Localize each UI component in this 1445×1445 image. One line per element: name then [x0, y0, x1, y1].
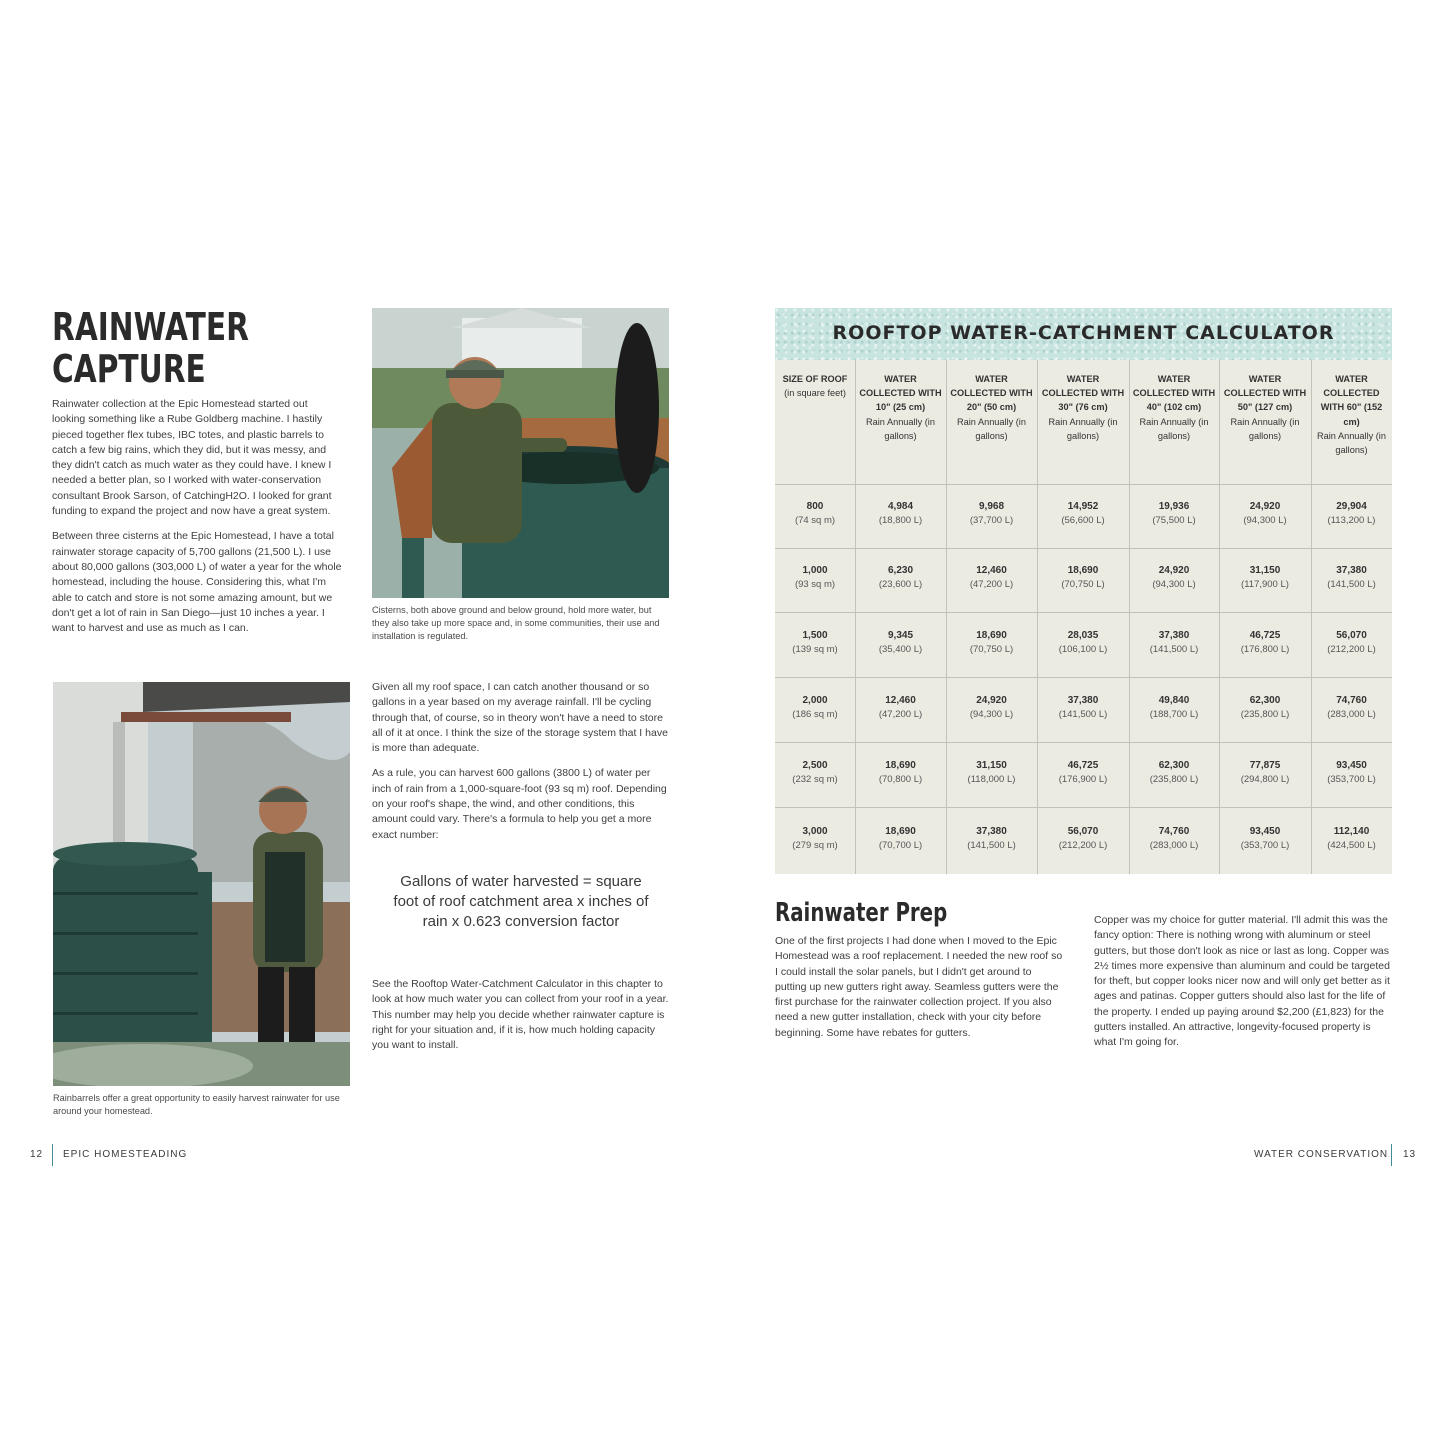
cell-value: 6,230 [887, 565, 914, 576]
cell-value: 56,070 [1336, 629, 1367, 641]
cell-metric-value: (141,500 L) [1327, 579, 1376, 590]
cell-metric-value: (176,800 L) [1240, 643, 1290, 655]
table-cell [1131, 759, 1217, 787]
column-header [1132, 372, 1216, 443]
row-divider [775, 677, 1392, 678]
table-cell [1131, 500, 1217, 528]
table-cell [1131, 564, 1217, 592]
section-title: Rainwater Prep [775, 898, 948, 928]
table-cell [948, 759, 1035, 787]
cell-value: 31,150 [1249, 565, 1281, 576]
cell-metric-value: (117,900 L) [1241, 579, 1289, 590]
cell-value: 112,140 [1333, 825, 1370, 837]
photo-caption: Rainbarrels offer a great opportunity to easily harvest rainwater for use around your homestead. [53, 1093, 340, 1116]
page-number: 13 [1403, 1149, 1417, 1160]
rainbarrel-photo [53, 682, 350, 1086]
cell-metric-value: (70,750 L) [969, 643, 1014, 655]
table-cell [1313, 825, 1390, 853]
column-divider [1219, 360, 1220, 874]
rooftop-calculator-table [775, 308, 1392, 874]
table-cell [1313, 564, 1390, 592]
table-cell [948, 564, 1035, 592]
cistern-photo-illustration [372, 308, 669, 598]
column-header-title: WATER COLLECTED WITH 50" (127 cm) [1223, 374, 1307, 413]
column-header [1314, 372, 1389, 457]
cell-value: 12,460 [885, 694, 916, 706]
column-header-subtitle: Rain Annually (in gallons) [1048, 416, 1118, 441]
footer-divider [1391, 1144, 1392, 1166]
row-divider [775, 807, 1392, 808]
cell-value: 31,150 [976, 759, 1007, 771]
cell-value: 2,500 [802, 759, 828, 771]
table-cell [777, 564, 853, 592]
calculator-title: ROOFTOP WATER-CATCHMENT CALCULATOR [832, 322, 1335, 344]
column-divider [1037, 360, 1038, 874]
cell-metric-value: (23,600 L) [878, 579, 923, 590]
cell-value: 37,380 [976, 825, 1007, 837]
table-cell [1313, 759, 1390, 787]
table-cell [1221, 500, 1309, 528]
cell-value: 46,725 [1249, 629, 1281, 641]
cell-metric-value: (35,400 L) [878, 643, 923, 655]
cell-value: 1,500 [802, 629, 828, 641]
intro-paragraph: Rainwater collection at the Epic Homestead started out looking something like a Rube Goldberg machine. I hastily pieced together flex tubes, IBC totes, and plastic barrels to catch a few big rains, which they did, but it was messy, and they didn't catch as much water as they could have. I knew I needed a better plan, so I worked with water-conservation consultant Brook Sarson, of CatchingH2O. I looked for grant funding to expand the project and now have a great system. [52, 398, 332, 518]
table-cell [1039, 825, 1127, 853]
row-divider [775, 612, 1392, 613]
column-header [1040, 372, 1126, 443]
column-header [858, 372, 943, 443]
cell-metric-value: (37,700 L) [969, 515, 1014, 526]
column-header-title: WATER COLLECTED WITH 20" (50 cm) [950, 374, 1033, 413]
column-header [1222, 372, 1308, 443]
cell-metric-value: (118,000 L) [967, 773, 1016, 785]
cell-metric-value: (106,100 L) [1058, 643, 1108, 655]
cell-metric-value: (70,700 L) [878, 839, 923, 851]
table-cell [777, 694, 853, 722]
cell-metric-value: (188,700 L) [1149, 708, 1199, 720]
column-header-subtitle: Rain Annually (in gallons) [866, 416, 935, 441]
table-cell [857, 500, 944, 528]
table-cell [948, 500, 1035, 528]
table-cell [777, 759, 853, 787]
column-divider [946, 360, 947, 874]
cell-value: 18,690 [885, 759, 916, 771]
cell-metric-value: (283,000 L) [1149, 839, 1199, 851]
cell-value: 9,345 [887, 629, 914, 641]
cell-value: 9,968 [978, 501, 1005, 512]
cell-metric-value: (141,500 L) [967, 839, 1016, 851]
body-paragraph: As a rule, you can harvest 600 gallons (3800 L) of water per inch of rain from a 1,000-square-foot (93 sq m) roof. Depending on your roof's shape, the wind, and other conditions, this amount could vary. There's a formula to help you get a more exact number: [372, 767, 667, 841]
cell-metric-value: (294,800 L) [1240, 773, 1290, 785]
cell-metric-value: (75,500 L) [1152, 515, 1196, 526]
cell-metric-value: (47,200 L) [878, 708, 923, 720]
cell-value: 37,380 [1067, 694, 1099, 706]
running-head: EPIC HOMESTEADING [63, 1149, 188, 1160]
prep-paragraph: One of the first projects I had done when I moved to the Epic Homestead was a roof replacement. I needed the new roof so I could install the solar panels, but I didn't get around to putting up new gutters right away. Seamless gutters were the first purchase for the rainwater collection project. If you also need a new gutter installation, check with your city before beginning. Some have rebates for gutters. [775, 935, 1063, 1039]
cell-value: 24,920 [976, 694, 1007, 706]
cell-value: 62,300 [1158, 759, 1190, 771]
table-cell [857, 759, 944, 787]
column-header-subtitle: Rain Annually (in gallons) [957, 416, 1026, 441]
cell-value: 18,690 [885, 825, 916, 837]
column-header-subtitle: Rain Annually (in gallons) [1139, 416, 1209, 441]
cell-metric-value: (18,800 L) [878, 515, 923, 526]
table-cell [1221, 759, 1309, 787]
running-head: WATER CONSERVATION [1254, 1149, 1389, 1160]
cell-value: 1,000 [802, 565, 828, 576]
column-header-title: WATER COLLECTED WITH 30" (76 cm) [1041, 374, 1125, 413]
cell-value: 14,952 [1067, 501, 1099, 512]
cell-metric-value: (283,000 L) [1327, 708, 1376, 720]
table-cell [857, 564, 944, 592]
column-header-subtitle: Rain Annually (in gallons) [1230, 416, 1300, 441]
table-cell [777, 825, 853, 853]
cell-metric-value: (212,200 L) [1058, 839, 1108, 851]
cell-metric-value: (235,800 L) [1240, 708, 1290, 720]
table-cell [1221, 629, 1309, 657]
cell-value: 24,920 [1249, 501, 1281, 512]
table-cell [1313, 500, 1390, 528]
cell-value: 56,070 [1067, 825, 1099, 837]
table-cell [948, 629, 1035, 657]
rainbarrel-photo-illustration [53, 682, 350, 1086]
cell-value: 74,760 [1336, 694, 1367, 706]
cell-value: 28,035 [1067, 629, 1099, 641]
table-cell [1131, 694, 1217, 722]
column-divider [1311, 360, 1312, 874]
footer-divider [52, 1144, 53, 1166]
cell-metric-value: (141,500 L) [1149, 643, 1199, 655]
table-cell [1221, 694, 1309, 722]
body-paragraph: Given all my roof space, I can catch another thousand or so gallons in a year based on my average rainfall. I'll be cycling through that, of course, so in theory won't have a need to store all of it at once. I think the size of the storage system that I have is more than adequate. [372, 681, 668, 755]
cell-metric-value: (141,500 L) [1058, 708, 1108, 720]
photo-caption: Cisterns, both above ground and below ground, hold more water, but they also take up more space and, in some communities, their use and installation is regulated. [372, 605, 660, 641]
table-cell [857, 694, 944, 722]
intro-paragraph: Between three cisterns at the Epic Homestead, I have a total rainwater storage capacity of 5,700 gallons (21,500 L). I use about 80,000 gallons (303,000 L) of water a year for the whole homestead, including the house. Considering this, what I'm able to catch and store is not some amazing amount, but we don't get a lot of rain in San Diego—just 10 inches a year. I want to harvest and use as much as I can. [52, 530, 342, 635]
table-cell [1039, 629, 1127, 657]
column-header-title: WATER COLLECTED WITH 60" (152 cm) [1320, 374, 1383, 427]
cell-metric-value: (279 sq m) [792, 839, 838, 851]
cell-value: 49,840 [1158, 694, 1190, 706]
cell-value: 29,904 [1336, 501, 1367, 512]
cistern-photo [372, 308, 669, 598]
table-cell [777, 629, 853, 657]
column-header [949, 372, 1034, 443]
table-cell [857, 825, 944, 853]
table-cell [1313, 694, 1390, 722]
cell-value: 62,300 [1249, 694, 1281, 706]
cell-value: 3,000 [802, 825, 828, 837]
column-divider [1129, 360, 1130, 874]
column-divider [855, 360, 856, 874]
cell-value: 24,920 [1158, 565, 1190, 576]
table-cell [777, 500, 853, 528]
table-cell [1039, 500, 1127, 528]
cell-value: 77,875 [1249, 759, 1281, 771]
intro-text [52, 397, 342, 636]
cell-metric-value: (74 sq m) [794, 515, 836, 526]
chapter-title: RAINWATER CAPTURE [52, 305, 249, 391]
cell-value: 93,450 [1249, 825, 1281, 837]
cell-metric-value: (47,200 L) [969, 579, 1014, 590]
table-cell [1039, 564, 1127, 592]
cell-metric-value: (113,200 L) [1327, 515, 1376, 526]
column-header-subtitle: Rain Annually (in gallons) [1317, 430, 1386, 456]
column-header-title: WATER COLLECTED WITH 40" (102 cm) [1132, 374, 1216, 413]
table-cell [948, 694, 1035, 722]
cell-value: 4,984 [887, 501, 914, 512]
table-cell [1221, 825, 1309, 853]
table-cell [1039, 759, 1127, 787]
harvest-formula: Gallons of water harvested = square foot of roof catchment area x inches of rain x 0.623 conversion factor [393, 873, 649, 930]
cell-metric-value: (176,900 L) [1058, 773, 1108, 785]
table-cell [1131, 629, 1217, 657]
page-number: 12 [30, 1149, 44, 1160]
cell-metric-value: (212,200 L) [1327, 643, 1376, 655]
row-divider [775, 548, 1392, 549]
table-cell [1221, 564, 1309, 592]
cell-metric-value: (353,700 L) [1327, 773, 1376, 785]
table-cell [1131, 825, 1217, 853]
cell-value: 19,936 [1158, 501, 1190, 512]
cell-metric-value: (94,300 L) [969, 708, 1014, 720]
column-header-title: WATER COLLECTED WITH 10" (25 cm) [859, 374, 942, 413]
cell-value: 2,000 [802, 694, 828, 706]
cell-metric-value: (94,300 L) [1243, 515, 1287, 526]
cell-metric-value: (56,600 L) [1061, 515, 1105, 526]
cell-metric-value: (70,750 L) [1061, 579, 1105, 590]
cell-metric-value: (186 sq m) [792, 708, 838, 720]
table-cell [857, 629, 944, 657]
cell-value: 37,380 [1158, 629, 1190, 641]
cell-metric-value: (70,800 L) [878, 773, 923, 785]
cell-metric-value: (235,800 L) [1149, 773, 1199, 785]
table-cell [1039, 694, 1127, 722]
cell-value: 18,690 [976, 629, 1007, 641]
cell-value: 37,380 [1336, 565, 1367, 576]
column-two-text [372, 680, 670, 843]
cell-metric-value: (424,500 L) [1327, 839, 1376, 851]
body-paragraph: See the Rooftop Water-Catchment Calculator in this chapter to look at how much water you can collect from your roof in a year. This number may help you decide whether rainwater capture is right for your situation and, if it is, how much holding capacity you want to install. [372, 978, 669, 1052]
cell-value: 46,725 [1067, 759, 1099, 771]
table-cell [1313, 629, 1390, 657]
row-divider [775, 484, 1392, 485]
cell-metric-value: (94,300 L) [1152, 579, 1196, 590]
cell-value: 18,690 [1067, 565, 1099, 576]
cell-value: 800 [806, 501, 824, 512]
cell-value: 93,450 [1336, 759, 1367, 771]
cell-metric-value: (139 sq m) [792, 643, 838, 655]
column-header-subtitle: (in square feet) [784, 388, 846, 399]
table-cell [948, 825, 1035, 853]
row-divider [775, 742, 1392, 743]
column-header-title: SIZE OF ROOF [782, 374, 848, 384]
cell-value: 74,760 [1158, 825, 1190, 837]
column-header [778, 372, 852, 400]
prep-paragraph: Copper was my choice for gutter material. I'll admit this was the fancy option: There is nothing wrong with aluminum or steel gutters, but those don't look as nice or last as long. Copper was 2½ times more expensive than aluminum and could be targeted for theft, but copper looks nicer now and will only get better as it ages and patinas. Copper gutters should also last for the life of the property. I ended up paying around $2,200 (£1,823) for the gutters installed. An attractive, longevity-focused property is what I'm going for. [1094, 914, 1390, 1049]
cell-metric-value: (353,700 L) [1240, 839, 1290, 851]
cell-value: 12,460 [976, 565, 1007, 576]
cell-metric-value: (232 sq m) [792, 773, 838, 785]
cell-metric-value: (93 sq m) [794, 579, 836, 590]
